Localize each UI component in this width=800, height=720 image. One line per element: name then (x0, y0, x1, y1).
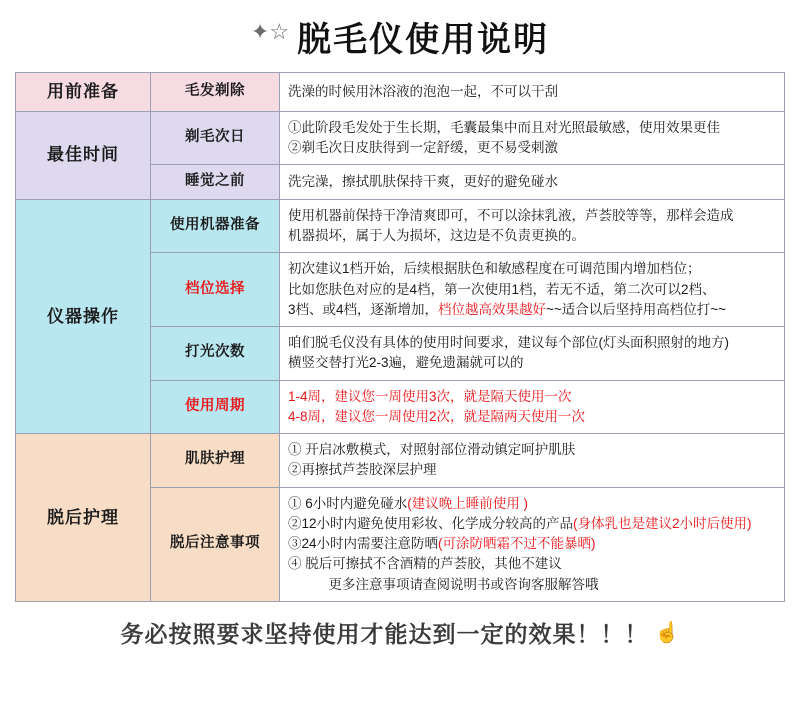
content-line (288, 300, 776, 320)
content-line: ①此阶段毛发处于生长期，毛囊最集中而且对光照最敏感，使用效果更佳 (288, 119, 720, 135)
content-cell (280, 434, 785, 488)
content-line: 洗澡的时候用沐浴液的泡泡一起，不可以干刮 (288, 83, 558, 99)
content-cell (280, 327, 785, 381)
subitem-cell: 剃毛次日 (151, 111, 280, 165)
page-title (0, 0, 800, 72)
content-line: 1-4周，建议您一周使用3次，就是隔天使用一次 (288, 388, 572, 404)
category-cell: 脱后护理 (16, 434, 151, 602)
content-highlight: 档位越高效果越好 (438, 301, 547, 317)
content-highlight: (建议晚上睡前使用 ) (407, 495, 529, 511)
table-row (16, 73, 785, 112)
content-line: 更多注意事项请查阅说明书或咨询客服解答哦 (288, 576, 599, 592)
content-line: ④ 脱后可擦拭不含酒精的芦荟胶，其他不建议 (288, 556, 562, 572)
content-cell (280, 253, 785, 327)
content-cell (280, 111, 785, 165)
content-highlight: (身体乳也是建议2小时后使用) (573, 515, 752, 531)
content-highlight: (可涂防晒霜不过不能暴晒) (438, 536, 596, 551)
content-line (288, 534, 776, 554)
category-cell: 最佳时间 (16, 111, 151, 199)
content-cell (280, 380, 785, 434)
content-cell (280, 487, 785, 601)
content-tail: ~~适合以后坚持用高档位打~~ (546, 301, 727, 317)
subitem-cell: 睡觉之前 (151, 165, 280, 200)
content-line: 机器损坏，属于人为损坏，这边是不负责更换的。 (288, 228, 585, 243)
category-cell: 仪器操作 (16, 199, 151, 433)
table-row (16, 199, 785, 253)
subitem-cell: 脱后注意事项 (151, 487, 280, 601)
subitem-cell: 档位选择 (151, 253, 280, 327)
subitem-cell: 毛发剃除 (151, 73, 280, 112)
content-cell (280, 199, 785, 253)
subitem-cell: 使用机器准备 (151, 199, 280, 253)
instructions-table (15, 72, 785, 602)
table-row (16, 111, 785, 165)
content-text: ③24小时内需要注意防晒 (288, 536, 439, 551)
table-body (16, 73, 785, 602)
content-line (288, 514, 776, 534)
content-line: ① 开启冰敷模式，对照射部位滑动镇定呵护肌肤 (288, 442, 576, 457)
pointing-hand-icon: ☝ (654, 622, 680, 645)
content-line (288, 494, 776, 514)
content-line: ②剃毛次日皮肤得到一定舒缓，更不易受刺激 (288, 139, 558, 155)
table-row (16, 434, 785, 488)
content-cell (280, 165, 785, 200)
content-line: 4-8周，建议您一周使用2次，就是隔两天使用一次 (288, 408, 586, 424)
sparkle-icon: ✦☆ (250, 19, 290, 44)
content-text: ① 6小时内避免碰水 (288, 495, 408, 511)
content-text: ②12小时内避免使用彩妆、化学成分较高的产品 (288, 515, 574, 531)
content-cell (280, 73, 785, 112)
subitem-cell: 肌肤护理 (151, 434, 280, 488)
content-line: 初次建议1档开始，后续根据肤色和敏感程度在可调范围内增加档位； (288, 261, 701, 277)
footer-text: 务必按照要求坚持使用才能达到一定的效果！！！ (120, 621, 649, 648)
page-title-text: 脱毛仪使用说明 (297, 20, 550, 59)
content-line: 洗完澡，擦拭肌肤保持干爽，更好的避免碰水 (288, 173, 558, 189)
subitem-cell: 打光次数 (151, 327, 280, 381)
content-line: 使用机器前保持干净清爽即可，不可以涂抹乳液，芦荟胶等等，那样会造成 (288, 207, 734, 223)
content-line: ②再擦拭芦荟胶深层护理 (288, 462, 437, 478)
content-line: 比如您肤色对应的是4档，第一次使用1档，若无不适，第二次可以2档、 (288, 281, 716, 297)
content-text: 3档、或4档，逐渐增加， (288, 301, 439, 317)
footer-note (0, 602, 800, 664)
category-cell: 用前准备 (16, 73, 151, 112)
content-line: 咱们脱毛仪没有具体的使用时间要求，建议每个部位(灯头面积照射的地方) (288, 335, 729, 350)
subitem-cell: 使用周期 (151, 380, 280, 434)
content-line: 横竖交替打光2-3遍，避免遗漏就可以的 (288, 355, 524, 371)
